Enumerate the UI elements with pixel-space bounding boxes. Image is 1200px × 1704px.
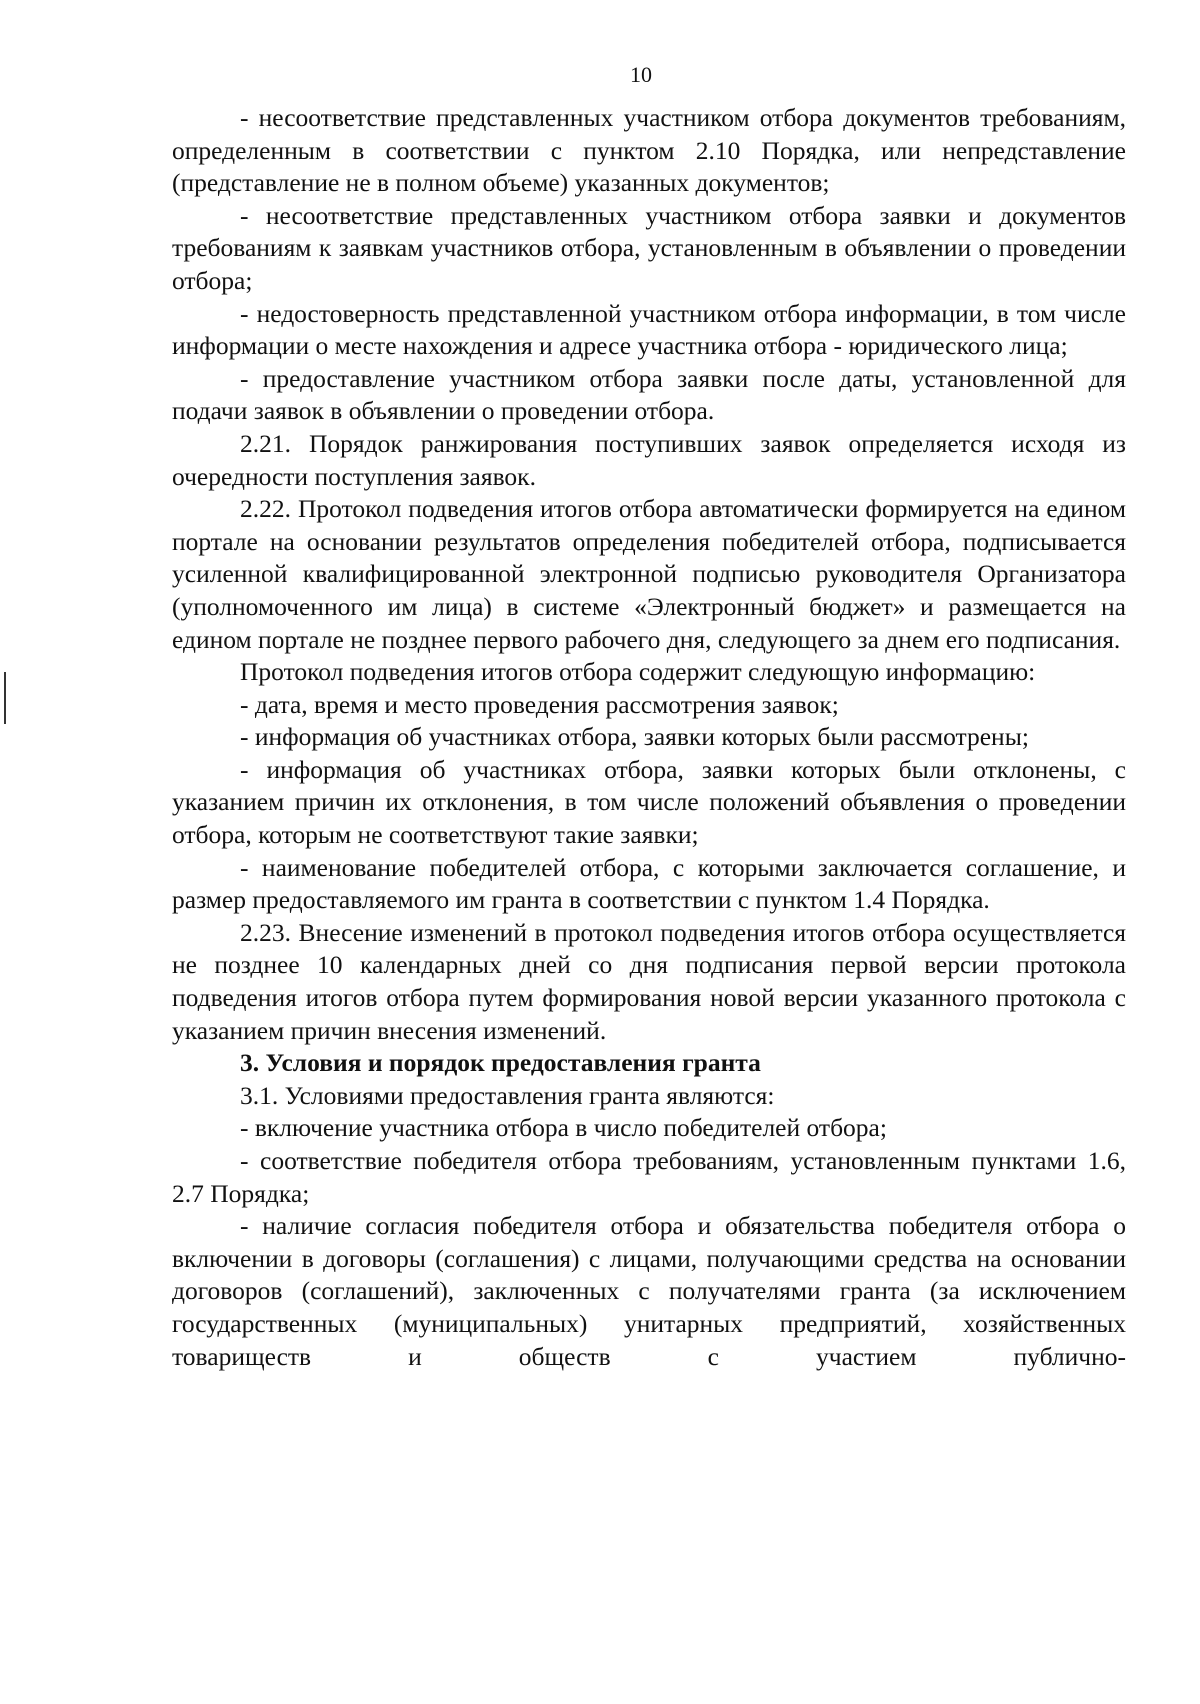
list-item-winners: - наименование победителей отбора, с которыми заключается соглашение, и размер предоставляемого им гранта в соответствии с пунктом 1.4 Порядка. xyxy=(172,852,1126,915)
paragraph-3-1: 3.1. Условиями предоставления гранта являются: xyxy=(240,1080,775,1110)
document-body xyxy=(172,102,1126,1373)
scan-margin-mark xyxy=(4,672,6,724)
paragraph-protocol-contents: Протокол подведения итогов отбора содержит следующую информацию: xyxy=(240,657,1036,687)
list-item-compliance: - соответствие победителя отбора требованиям, установленным пунктами 1.6, 2.7 Порядка; xyxy=(172,1146,1126,1208)
paragraph-late-submission: - предоставление участником отбора заявки после даты, установленной для подачи заявок в объявлении о проведении отбора. xyxy=(172,363,1126,426)
list-item-reviewed-applications: - информация об участниках отбора, заявки которых были рассмотрены; xyxy=(240,722,1029,752)
paragraph-2-22: 2.22. Протокол подведения итогов отбора автоматически формируется на едином портале на основании результатов определения победителей отбора, подписывается усиленной квалифицированной электронной подписью руководителя Организатора (уполномоченного им лица) в системе «Электронный бюджет» и размещается на едином портале не позднее первого рабочего дня, следующего за днем его подписания. xyxy=(172,494,1126,654)
paragraph-mismatch-documents: - несоответствие представленных участником отбора документов требованиям, определенным в соответствии с пунктом 2.10 Порядка, или непредставление (представление не в полном объеме) указанных документов; xyxy=(172,103,1126,198)
paragraph-false-information: - недостоверность представленной участником отбора информации, в том числе информации о месте нахождения и адресе участника отбора - юридического лица; xyxy=(172,298,1126,361)
section-heading: 3. Условия и порядок предоставления гранта xyxy=(240,1048,761,1078)
paragraph-2-21: 2.21. Порядок ранжирования поступивших заявок определяется исходя из очередности поступления заявок. xyxy=(172,428,1126,491)
list-item-rejected-applications: - информация об участниках отбора, заявки которых были отклонены, с указанием причин их отклонения, в том числе положений объявления о проведении отбора, которым не соответствуют такие заявки; xyxy=(172,754,1126,850)
paragraph-2-23: 2.23. Внесение изменений в протокол подведения итогов отбора осуществляется не позднее 10 календарных дней со дня подписания первой версии протокола подведения итогов отбора путем формирования новой версии указанного протокола с указанием причин внесения изменений. xyxy=(172,917,1126,1045)
list-item-date-time-place: - дата, время и место проведения рассмотрения заявок; xyxy=(240,689,839,719)
list-item-inclusion-winners: - включение участника отбора в число победителей отбора; xyxy=(240,1113,887,1143)
page-number: 10 xyxy=(630,62,652,87)
paragraph-mismatch-application: - несоответствие представленных участником отбора заявки и документов требованиям к заявкам участников отбора, установленным в объявлении о проведении отбора; xyxy=(172,200,1126,295)
list-item-consent-obligation: - наличие согласия победителя отбора и обязательства победителя отбора о включении в договоры (соглашения) с лицами, получающими средства на основании договоров (соглашений), заключенных с получателями гранта (за исключением государственных (муниципальных) унитарных предприятий, хозяйственных товариществ и обществ с участием публично- xyxy=(172,1211,1126,1371)
